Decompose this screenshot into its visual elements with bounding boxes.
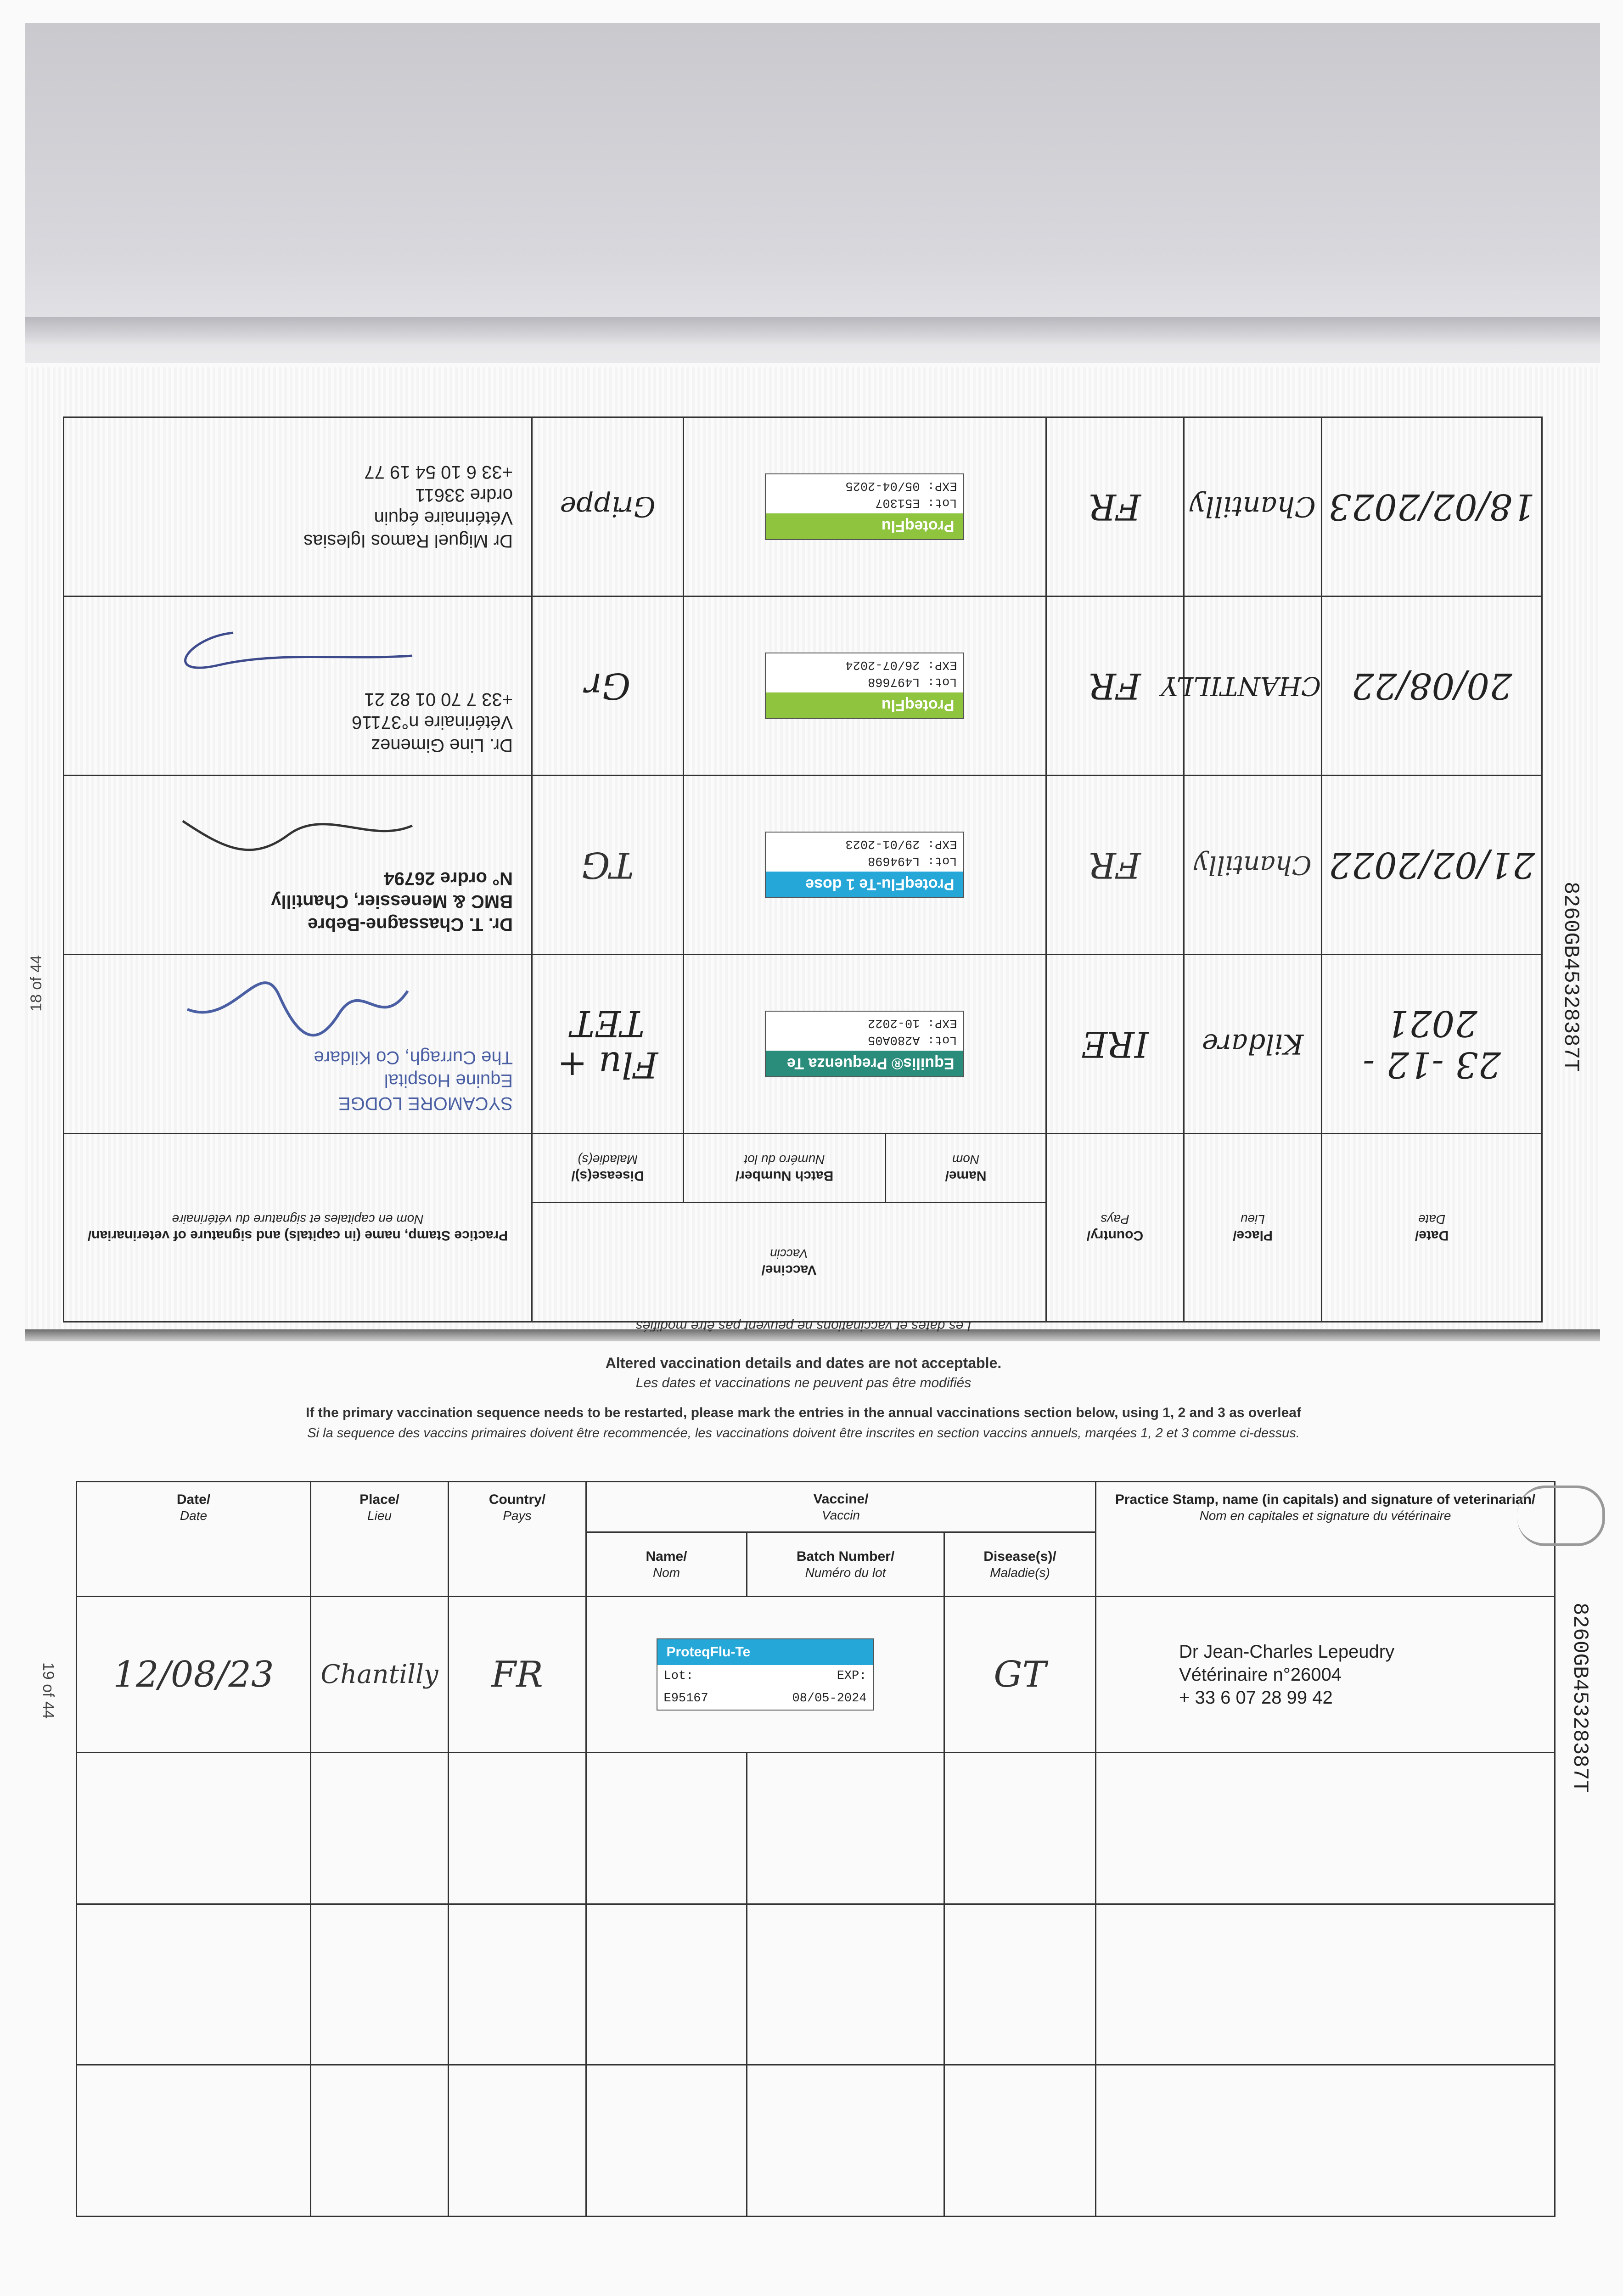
date-cell: 23 -12 - 2021 [1322, 955, 1542, 1134]
vaccine-sticker-cell [684, 955, 1046, 1134]
disease-cell: Flu + TET [532, 955, 684, 1134]
stamp-line: Dr Miguel Ramos Iglesias [303, 531, 513, 551]
sticker-brand: ProteqFlu-Te [657, 1639, 873, 1665]
signature [179, 973, 417, 1042]
stamp-cell [64, 597, 532, 776]
lower-vaccination-table [76, 1481, 1554, 2216]
table-row [64, 955, 1542, 1134]
table-row [77, 1904, 1555, 2065]
vaccine-sticker [765, 832, 965, 898]
upper-side-number: 8260GB45328387T [1559, 882, 1583, 1072]
sticker-lot: Lot: E51307 [875, 495, 957, 509]
stamp-cell [64, 417, 532, 597]
notice-altered-fr: Les dates et vaccinations ne peuvent pas être modifiés [635, 1375, 972, 1390]
header-vaccine: Vaccine/ Vaccin [532, 1203, 1046, 1322]
table-row [64, 776, 1542, 955]
sticker-brand: Equilis® Prequenza Te [766, 1051, 964, 1076]
date-cell: 20/08/22 [1322, 597, 1542, 776]
notice-altered-en: Altered vaccination details and dates are not acceptable. [605, 1355, 1002, 1371]
header-place: Place/ Lieu [311, 1482, 449, 1597]
country-cell: FR [449, 1597, 586, 1753]
header-disease: Disease(s)/ Maladie(s) [532, 1134, 684, 1203]
stamp-line: +33 6 10 54 19 77 [364, 462, 513, 483]
stamp-line: Equine Hospital [384, 1070, 513, 1091]
upper-vaccination-table [64, 462, 1543, 1322]
header-place: Place/ Lieu [1184, 1134, 1322, 1322]
sticker-lot: E95167 [663, 1691, 708, 1705]
sticker-exp: EXP: 26/07-2024 [845, 658, 957, 672]
sticker-lot: Lot: L494698 [868, 853, 957, 867]
place-cell: Chantilly [1184, 776, 1322, 955]
vaccine-sticker [765, 653, 965, 719]
sticker-lot-label: Lot: [663, 1669, 694, 1683]
disease-cell: Grippe [532, 417, 684, 597]
upper-page-number: 18 of 44 [28, 955, 45, 1012]
stamp-line: Dr Jean-Charles Lepeudry [1179, 1641, 1395, 1662]
vaccine-sticker-cell [684, 597, 1046, 776]
header-country: Country/ Pays [1046, 1134, 1184, 1322]
stamp-line: + 33 6 07 28 99 42 [1179, 1687, 1333, 1708]
stamp-line: SYCAMORE LODGE [338, 1093, 513, 1114]
place-cell: CHANTILLY [1184, 597, 1322, 776]
header-batch: Batch Number/ Numéro du lot [747, 1532, 944, 1597]
header-disease: Disease(s)/ Maladie(s) [944, 1532, 1096, 1597]
stamp-cell [64, 955, 532, 1134]
place-cell: Kildare [1184, 955, 1322, 1134]
signature [179, 615, 417, 684]
sticker-exp: EXP: 29/01-2023 [845, 837, 957, 851]
country-cell: FR [1046, 776, 1184, 955]
stamp-line: The Curragh, Co Kildare [314, 1047, 513, 1068]
stamp-line: Dr. Line Gimenez [371, 735, 513, 756]
scanner-edge [25, 317, 1600, 344]
header-vaccine: Vaccine/ Vaccin [586, 1482, 1096, 1532]
vaccine-sticker-cell [586, 1597, 944, 1753]
sticker-brand: ProteqFlu [766, 513, 964, 539]
lower-page-number: 19 of 44 [39, 1662, 57, 1719]
stamp-line: N° ordre 26794 [384, 868, 513, 889]
place-cell: Chantilly [311, 1597, 449, 1753]
vaccine-sticker [765, 473, 965, 540]
sticker-exp-label: EXP: [837, 1669, 867, 1683]
notice-top-fr: Les dates et vaccinations ne peuvent pas être modifiés [635, 1318, 972, 1334]
date-cell: 12/08/23 [77, 1597, 311, 1753]
stamp-line: BMC & Menessier, Chantilly [271, 891, 513, 912]
vaccine-sticker-cell [684, 417, 1046, 597]
stamp-cell [64, 776, 532, 955]
sticker-lot: Lot: A280A05 [868, 1032, 957, 1047]
stamp-line: Vétérinaire équin [374, 508, 513, 529]
paper-clip [1517, 1486, 1605, 1546]
disease-cell: Gr [532, 597, 684, 776]
country-cell: IRE [1046, 955, 1184, 1134]
vaccine-sticker-cell [684, 776, 1046, 955]
notice-restart-en: If the primary vaccination sequence needs to be restarted, please mark the entries in the annual vaccinations section below, using 1, 2 and 3 as overleaf [306, 1405, 1301, 1420]
scanner-lid-background [25, 23, 1600, 363]
notice-restart-fr: Si la sequence des vaccins primaires doivent être recommencée, les vaccinations doivent être inscrites en section vaccins annuels, marqées 1, 2 et 3 comme ci-dessus. [307, 1426, 1300, 1441]
header-name: Name/ Nom [586, 1532, 747, 1597]
stamp-line: +33 7 70 01 82 21 [364, 689, 513, 710]
header-country: Country/ Pays [449, 1482, 586, 1597]
sticker-exp: EXP: 05/04-2025 [845, 478, 957, 493]
lower-side-number: 8260GB45328387T [1568, 1603, 1592, 1793]
sticker-brand: ProteqFlu [766, 692, 964, 718]
stamp-line: Dr. T. Chassagne-Bebre [308, 914, 513, 935]
table-row [77, 2065, 1555, 2217]
vaccine-sticker [657, 1638, 874, 1711]
date-cell: 21/02/2022 [1322, 776, 1542, 955]
stamp-line: ordre 33611 [415, 485, 513, 506]
disease-cell: TG [532, 776, 684, 955]
place-cell: Chantilly [1184, 417, 1322, 597]
header-batch: Batch Number/ Numéro du lot [684, 1134, 886, 1203]
disease-cell: GT [944, 1597, 1096, 1753]
sticker-lot: Lot: L497668 [868, 674, 957, 688]
header-name: Name/ Nom [886, 1134, 1046, 1203]
table-row [77, 1597, 1555, 1753]
signature [179, 794, 417, 863]
stamp-line: Vétérinaire n°26004 [1179, 1664, 1342, 1685]
header-date: Date/ Date [1322, 1134, 1542, 1322]
country-cell: FR [1046, 597, 1184, 776]
vaccine-sticker [765, 1011, 965, 1077]
table-row [64, 417, 1542, 597]
table-row [77, 1753, 1555, 1904]
header-date: Date/ Date [77, 1482, 311, 1597]
date-cell: 18/02/2023 [1322, 417, 1542, 597]
country-cell: FR [1046, 417, 1184, 597]
header-stamp: Practice Stamp, name (in capitals) and signature of veterinarian/ Nom en capitales et signature du vétérinaire [64, 1134, 532, 1322]
sticker-brand: ProteqFlu-Te 1 dose [766, 872, 964, 897]
sticker-exp: EXP: 10-2022 [868, 1016, 957, 1030]
table-row [64, 597, 1542, 776]
stamp-line: Vétérinaire n°37116 [351, 712, 513, 733]
stamp-cell [1096, 1597, 1555, 1753]
header-stamp: Practice Stamp, name (in capitals) and signature of veterinarian/ Nom en capitales et signature du vétérinaire [1096, 1482, 1555, 1597]
sticker-exp: 08/05-2024 [792, 1691, 867, 1705]
